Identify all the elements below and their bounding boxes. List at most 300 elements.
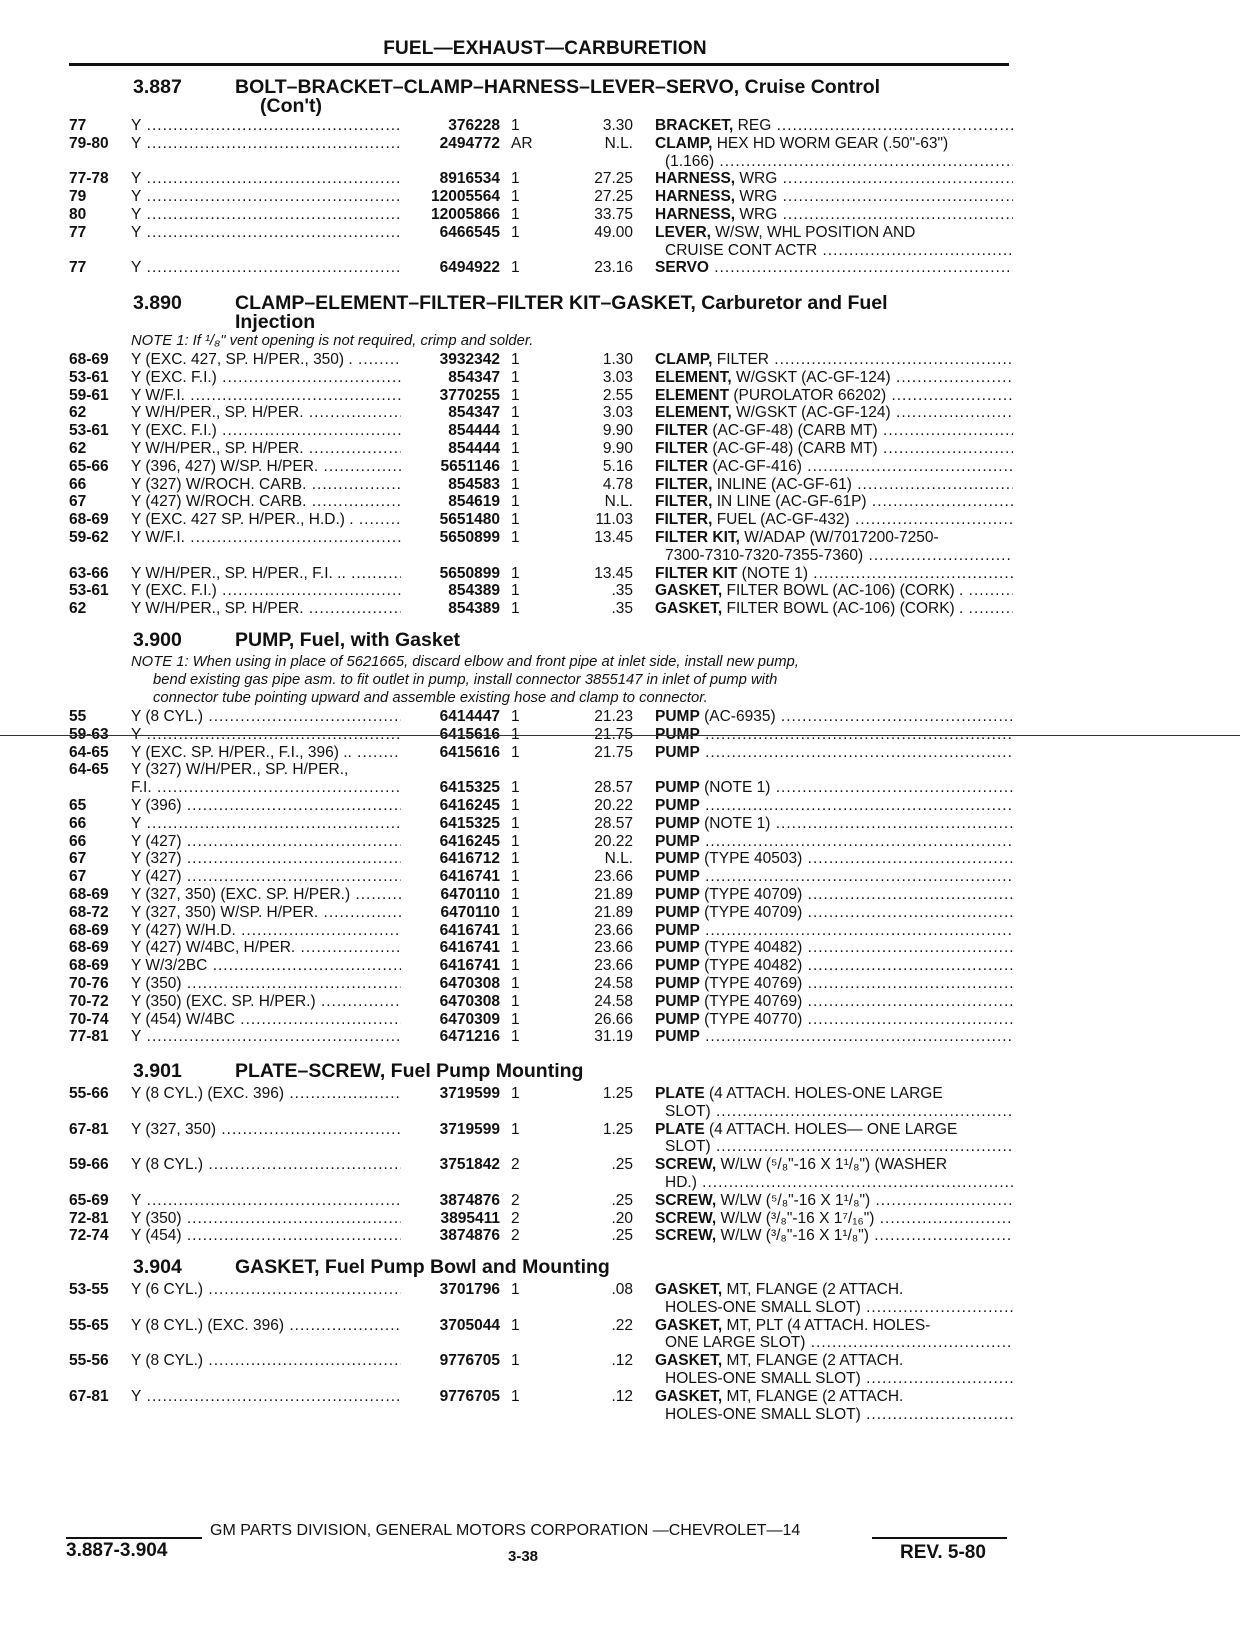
part-description: [655, 116, 1013, 135]
part-number: 3705044: [439, 1316, 500, 1334]
part-description: [655, 386, 1013, 405]
parts-row: [0, 599, 1240, 618]
part-number: 3932342: [439, 351, 500, 368]
parts-row-continued: [0, 1369, 1240, 1388]
application-text: Y: [131, 1387, 142, 1405]
footer-page-number: 3-38: [508, 1548, 539, 1565]
application-text: Y W/H/PER., SP. H/PER.: [131, 440, 304, 457]
parts-row-continued: [0, 1102, 1240, 1121]
leader-dots: [316, 993, 401, 1010]
part-number: 6470308: [439, 975, 500, 992]
application-text: Y (427): [131, 868, 182, 886]
leader-dots: [711, 1103, 1013, 1120]
quantity: 1: [511, 992, 520, 1010]
price: .12: [611, 1387, 633, 1405]
footer-revision: REV. 5-80: [900, 1542, 986, 1563]
part-detail: FILTER BOWL (AC-106) (CORK) .: [722, 600, 964, 618]
application-text: Y W/H/PER., SP. H/PER.: [131, 600, 304, 618]
part-detail: MT, FLANGE (2 ATTACH.: [722, 1281, 904, 1298]
model-years: 77: [69, 223, 87, 241]
part-description: [655, 169, 1013, 188]
leader-dots: [235, 1011, 401, 1028]
application: [131, 386, 401, 405]
leader-dots: [891, 369, 1013, 386]
application: [131, 956, 401, 975]
part-description-line2: [665, 546, 1013, 565]
application: [131, 581, 401, 600]
part-detail-line2: CRUISE CONT ACTR: [665, 241, 818, 259]
part-name: BRACKET,: [655, 117, 734, 134]
price: .25: [611, 1156, 633, 1174]
part-number: 5650899: [439, 529, 500, 546]
price: .25: [611, 1227, 633, 1245]
application-text: Y (427) W/4BC, H/PER.: [131, 939, 296, 957]
part-number: 5651146: [440, 457, 500, 475]
application: [131, 599, 401, 618]
part-detail: W/GSKT (AC-GF-124): [731, 404, 891, 422]
part-description: [655, 510, 1013, 529]
price: 9.90: [602, 422, 633, 440]
model-years: 62: [69, 440, 87, 457]
part-detail: W/LW (⁵/₈"-16 X 1¹/₈"): [716, 1191, 871, 1209]
application: [131, 885, 401, 904]
part-detail-line2: SLOT): [665, 1102, 711, 1120]
price: 20.22: [594, 797, 633, 814]
parts-row: [0, 867, 1240, 886]
part-number: 6416712: [439, 850, 500, 868]
section-number: 3.887: [133, 76, 182, 98]
price: 28.57: [594, 779, 633, 797]
application-text: Y (350): [131, 975, 182, 992]
leader-dots: [304, 404, 401, 421]
part-name: PUMP: [655, 814, 700, 832]
model-years: 55: [69, 708, 87, 725]
leader-dots: [802, 886, 1013, 903]
part-description: [655, 350, 1013, 369]
part-description: [655, 743, 1013, 762]
application-text: Y (327, 350) (EXC. SP. H/PER.): [131, 886, 351, 903]
part-detail: WRG: [735, 188, 778, 206]
part-name: PUMP: [655, 743, 700, 761]
part-description: [655, 403, 1013, 422]
application: [131, 974, 401, 993]
footer-rule-left: [66, 1537, 202, 1539]
part-number: 6416741: [439, 868, 500, 886]
leader-dots: [802, 1011, 1013, 1028]
price: N.L.: [604, 134, 633, 152]
part-description: [655, 187, 1013, 206]
price: .08: [611, 1281, 633, 1298]
leader-dots: [870, 1192, 1013, 1209]
price: 1.25: [602, 1120, 633, 1138]
application: [131, 1280, 401, 1299]
part-name: HARNESS,: [655, 170, 736, 188]
leader-dots: [770, 815, 1013, 832]
price: .25: [611, 1191, 633, 1209]
part-detail: (TYPE 40709): [699, 886, 803, 903]
part-name: PUMP: [655, 975, 700, 992]
model-years: 68-69: [69, 921, 109, 939]
part-detail: (TYPE 40482): [699, 957, 803, 975]
quantity: 1: [511, 868, 520, 886]
part-number: 854583: [448, 475, 500, 493]
part-description-line2: [665, 1173, 1013, 1192]
part-name: SCREW,: [655, 1191, 717, 1209]
part-name: PUMP: [655, 832, 700, 850]
price: 11.03: [595, 511, 633, 529]
model-years: 62: [69, 600, 87, 618]
parts-row: [0, 1027, 1240, 1046]
part-number: 6416741: [439, 939, 500, 957]
part-number: 6470110: [440, 886, 500, 903]
parts-row-continued: [0, 152, 1240, 171]
leader-dots: [207, 957, 401, 974]
part-description: [655, 1209, 1013, 1228]
leader-dots: [776, 708, 1013, 725]
part-number: 6470309: [439, 1010, 500, 1028]
parts-row-continued: [0, 1298, 1240, 1317]
parts-row-continued: [0, 546, 1240, 565]
part-name: FILTER: [655, 457, 709, 475]
part-detail: W/LW (³/₈"-16 X 1¹/₈"): [716, 1227, 869, 1245]
part-number: 854619: [448, 493, 500, 511]
part-name: GASKET,: [655, 1352, 723, 1370]
part-number: 376228: [448, 117, 500, 134]
leader-dots: [963, 600, 1013, 617]
parts-row: [0, 1316, 1240, 1335]
quantity: 1: [511, 939, 520, 957]
part-detail: (AC-GF-48) (CARB MT): [708, 440, 878, 457]
part-description: [655, 956, 1013, 975]
application-text: Y (EXC. SP. H/PER., F.I., 396) ..: [131, 743, 352, 761]
leader-dots: [182, 868, 401, 885]
model-years: 65-66: [69, 457, 109, 475]
leader-dots: [886, 387, 1013, 404]
application: [131, 169, 401, 188]
leader-dots: [185, 529, 401, 546]
quantity: 1: [511, 1120, 520, 1138]
price: 23.66: [594, 939, 633, 957]
price: .22: [611, 1316, 633, 1334]
part-number: 854444: [448, 422, 500, 440]
quantity: 1: [511, 600, 520, 618]
part-detail: HEX HD WORM GEAR (.50"-63"): [712, 134, 949, 152]
parts-row: [0, 581, 1240, 600]
part-name: GASKET,: [655, 600, 723, 618]
quantity: 1: [511, 206, 520, 223]
part-detail: MT, FLANGE (2 ATTACH.: [722, 1352, 904, 1370]
parts-row: [0, 1226, 1240, 1245]
model-years: 59-62: [69, 529, 109, 546]
application-text: Y: [131, 814, 142, 832]
price: 21.75: [594, 743, 633, 761]
part-description: [655, 581, 1013, 600]
model-years: 63-66: [69, 564, 109, 582]
part-name: GASKET,: [655, 582, 723, 600]
parts-row-continued: [0, 1405, 1240, 1424]
application-text: Y W/3/2BC: [131, 957, 208, 975]
application: [131, 205, 401, 224]
leader-dots: [141, 206, 401, 223]
model-years: 77-78: [69, 170, 109, 188]
part-name: SCREW,: [655, 1156, 717, 1174]
section-note-line: connector tube pointing upward and assemble existing hose and clamp to connector.: [153, 690, 708, 706]
price: .20: [611, 1209, 633, 1227]
part-detail-line2: SLOT): [665, 1138, 711, 1156]
application: [131, 796, 401, 815]
parts-row: [0, 475, 1240, 494]
part-description: [655, 1226, 1013, 1245]
part-name: SCREW,: [655, 1209, 717, 1227]
quantity: 1: [511, 903, 520, 921]
leader-dots: [878, 422, 1013, 439]
application-text: Y (427) W/ROCH. CARB.: [131, 493, 307, 511]
price: 24.58: [594, 992, 633, 1010]
leader-dots: [152, 779, 401, 796]
part-detail: (4 ATTACH. HOLES— ONE LARGE: [704, 1120, 958, 1138]
application: [131, 1351, 401, 1370]
section-number: 3.904: [133, 1256, 182, 1278]
part-description: [655, 832, 1013, 851]
section-note: [131, 653, 1011, 707]
application: [131, 938, 401, 957]
application: [131, 187, 401, 206]
application: [131, 403, 401, 422]
application-text: Y (EXC. F.I.): [131, 368, 217, 386]
part-number: 2494772: [439, 134, 500, 152]
application-text: Y (427): [131, 832, 182, 850]
leader-dots: [700, 1028, 1013, 1045]
leader-dots: [182, 850, 401, 867]
application: [131, 510, 401, 529]
part-detail: W/ADAP (W/7017200-7250-: [739, 529, 939, 546]
part-name: PUMP: [655, 1010, 700, 1028]
leader-dots: [863, 547, 1013, 564]
application-text: Y (327) W/H/PER., SP. H/PER.,: [131, 761, 349, 779]
leader-dots: [777, 188, 1013, 205]
leader-dots: [891, 404, 1013, 421]
part-description-line2: [665, 1137, 1013, 1156]
part-name: FILTER,: [655, 511, 713, 529]
model-years: 68-69: [69, 957, 109, 975]
part-number: 6494922: [439, 259, 500, 277]
part-detail-line2: HOLES-ONE SMALL SLOT): [665, 1370, 861, 1387]
model-years: 67: [69, 850, 87, 868]
quantity: 1: [511, 743, 520, 761]
leader-dots: [805, 1334, 1013, 1351]
part-number: 3719599: [439, 1120, 500, 1138]
part-description: [655, 1316, 1013, 1335]
part-description: [655, 974, 1013, 993]
application: [131, 1155, 401, 1174]
leader-dots: [185, 387, 401, 404]
section-note-line: bend existing gas pipe asm. to fit outlet in pump, install connector 3855147 in inlet of pump with: [153, 672, 778, 688]
application: [131, 1191, 401, 1210]
leader-dots: [777, 170, 1013, 187]
section-number: 3.890: [133, 292, 182, 314]
model-years: 70-72: [69, 992, 109, 1010]
price: N.L.: [604, 493, 633, 511]
part-name: SCREW,: [655, 1227, 717, 1245]
quantity: 2: [511, 1209, 520, 1227]
application-text: Y (EXC. F.I.): [131, 582, 217, 600]
section-note-line: NOTE 1: When using in place of 5621665, discard elbow and front pipe at inlet side, install new pump,: [131, 654, 799, 670]
leader-dots: [808, 565, 1013, 582]
model-years: 68-69: [69, 886, 109, 903]
parts-row: [0, 938, 1240, 957]
application-text: Y: [131, 1191, 142, 1209]
parts-row: [0, 956, 1240, 975]
price: 13.45: [594, 529, 633, 546]
leader-dots: [802, 993, 1013, 1010]
parts-row: [0, 1155, 1240, 1174]
parts-row: [0, 849, 1240, 868]
part-description: [655, 1387, 1013, 1406]
part-description: [655, 1280, 1013, 1299]
quantity: 1: [511, 1028, 520, 1046]
part-name: PUMP: [655, 850, 700, 868]
part-name: ELEMENT: [655, 386, 730, 404]
model-years: 68-72: [69, 903, 109, 921]
leader-dots: [141, 815, 401, 832]
part-name: PUMP: [655, 779, 700, 797]
part-number: 12005866: [431, 206, 500, 223]
application: [131, 707, 401, 726]
quantity: 1: [511, 1281, 520, 1298]
part-name: CLAMP,: [655, 351, 713, 368]
quantity: 1: [511, 511, 520, 529]
price: 21.23: [594, 708, 633, 725]
leader-dots: [869, 1227, 1013, 1244]
price: 23.66: [594, 868, 633, 886]
price: .35: [611, 582, 633, 600]
part-description: [655, 707, 1013, 726]
application: [131, 439, 401, 458]
application: [131, 368, 401, 387]
leader-dots: [350, 886, 401, 903]
part-name: LEVER,: [655, 223, 711, 241]
part-number: 854389: [448, 600, 500, 618]
quantity: 1: [511, 440, 520, 457]
application: [131, 564, 401, 583]
section-title: BOLT–BRACKET–CLAMP–HARNESS–LEVER–SERVO, Cruise Control: [235, 76, 881, 98]
leader-dots: [878, 440, 1013, 457]
model-years: 66: [69, 832, 87, 850]
leader-dots: [141, 1028, 401, 1045]
quantity: 1: [511, 921, 520, 939]
part-detail: REG: [733, 117, 772, 134]
application: [131, 1084, 401, 1103]
leader-dots: [141, 117, 401, 134]
part-name: PUMP: [655, 957, 700, 975]
quantity: 1: [511, 975, 520, 992]
part-detail: IN LINE (AC-GF-61P): [712, 493, 867, 511]
application-text: Y: [131, 725, 142, 743]
application: [131, 457, 401, 476]
application: [131, 1226, 401, 1245]
part-detail: (TYPE 40482): [699, 939, 803, 957]
parts-row: [0, 796, 1240, 815]
leader-dots: [802, 975, 1013, 992]
part-name: FILTER,: [655, 493, 713, 511]
application-text: Y W/H/PER., SP. H/PER.: [131, 404, 304, 422]
parts-row: [0, 1010, 1240, 1029]
application-text: Y: [131, 188, 142, 206]
application-text: Y W/H/PER., SP. H/PER., F.I. ..: [131, 564, 346, 582]
quantity: 2: [511, 1191, 520, 1209]
part-description: [655, 599, 1013, 618]
part-detail: (AC-GF-416): [708, 457, 802, 475]
part-description: [655, 205, 1013, 224]
application: [131, 1316, 401, 1335]
leader-dots: [141, 259, 401, 276]
application: [131, 258, 401, 277]
part-name: PUMP: [655, 708, 700, 725]
part-description: [655, 867, 1013, 886]
part-number: 3701796: [439, 1281, 500, 1298]
model-years: 67: [69, 493, 87, 511]
price: 31.19: [594, 1028, 633, 1046]
application: [131, 1120, 401, 1139]
quantity: 1: [511, 832, 520, 850]
quantity: 1: [511, 259, 520, 277]
part-description-line2: [665, 152, 1013, 171]
part-description: [655, 814, 1013, 833]
leader-dots: [817, 242, 1013, 259]
part-description-line2: [665, 1333, 1013, 1352]
footer-publisher: GM PARTS DIVISION, GENERAL MOTORS CORPORATION —CHEVROLET—14: [210, 1522, 801, 1539]
price: 27.25: [594, 188, 633, 206]
leader-dots: [203, 1156, 401, 1173]
part-name: HARNESS,: [655, 206, 736, 223]
price: 3.30: [602, 117, 633, 134]
part-detail: (TYPE 40709): [699, 903, 803, 921]
model-years: 67-81: [69, 1387, 109, 1405]
leader-dots: [802, 939, 1013, 956]
leader-dots: [771, 117, 1013, 134]
part-description-line2: [665, 1102, 1013, 1121]
parts-row-continued: [0, 1333, 1240, 1352]
part-description: [655, 439, 1013, 458]
parts-row: [0, 1120, 1240, 1139]
part-name: FILTER: [655, 422, 709, 440]
model-years: 59-66: [69, 1156, 109, 1174]
application-text: Y (350): [131, 1209, 182, 1227]
part-description: [655, 528, 1013, 547]
parts-row: [0, 403, 1240, 422]
price: 23.66: [594, 921, 633, 939]
part-detail-line2: 7300-7310-7320-7355-7360): [665, 546, 864, 564]
quantity: 1: [511, 708, 520, 725]
leader-dots: [700, 833, 1013, 850]
price: 33.75: [594, 206, 633, 223]
part-detail-line2: HD.): [665, 1174, 697, 1191]
leader-dots: [141, 1192, 401, 1209]
price: .35: [611, 600, 633, 618]
application-text: Y: [131, 134, 142, 152]
part-number: 854389: [448, 582, 500, 600]
part-description: [655, 796, 1013, 815]
part-number: 5651480: [439, 511, 500, 529]
part-description-line2: [665, 1405, 1013, 1424]
leader-dots: [203, 708, 401, 725]
price: 9.90: [602, 440, 633, 457]
quantity: 1: [511, 223, 520, 241]
model-years: 70-76: [69, 975, 109, 992]
leader-dots: [802, 957, 1013, 974]
application-text: F.I.: [131, 779, 152, 797]
price: 3.03: [602, 368, 633, 386]
